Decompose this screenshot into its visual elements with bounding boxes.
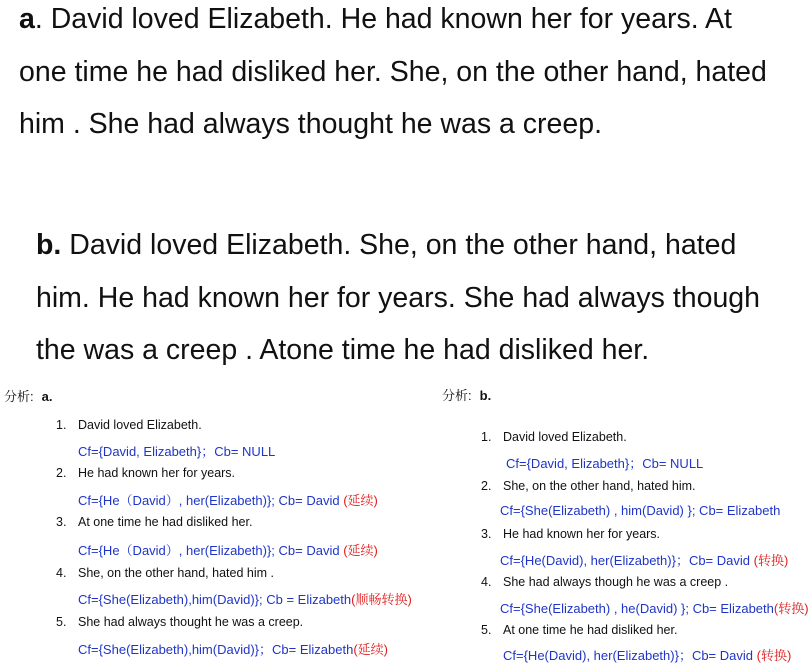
cf-text: Cf={She(Elizabeth) , him(David) }; Cb= Elizabeth (500, 503, 781, 518)
step-number: 1. (481, 430, 492, 444)
analysis-b-title: 分析: (442, 388, 472, 403)
step-number: 3. (481, 527, 492, 541)
cf-note: (转换) (773, 601, 809, 616)
analysis-b-step-5 (481, 623, 677, 637)
analysis-a-cf-3 (78, 540, 378, 559)
analysis-b-step-1 (481, 430, 627, 444)
analysis-a-label (4, 386, 52, 405)
step-number: 3. (56, 515, 67, 529)
paragraph-a-line-1 (19, 0, 767, 46)
paragraph-b-label: b. (36, 229, 62, 261)
step-number: 5. (56, 615, 67, 629)
paragraph-b-line-2: him. He had known her for years. She had always though (36, 281, 760, 314)
cf-note: (转换) (756, 648, 792, 663)
paragraph-a (19, 0, 767, 151)
analysis-a-cf-2 (78, 490, 378, 509)
analysis-a-cf-5 (78, 639, 388, 658)
analysis-a-step-5 (56, 615, 303, 629)
cf-text: Cf={He（David）, her(Elizabeth)}; Cb= David (78, 543, 344, 558)
step-number: 5. (481, 623, 492, 637)
cf-text: Cf={He（David）, her(Elizabeth)}; Cb= David (78, 493, 344, 508)
analysis-a-cf-1 (78, 441, 275, 460)
step-sentence: He had known her for years. (78, 466, 236, 480)
cf-text: Cf={She(Elizabeth),him(David)}; Cb = Elizabeth (78, 592, 352, 607)
cf-note: (延续) (343, 543, 378, 558)
cf-text: Cf={She(Elizabeth),him(David)}；Cb= Elizabeth (78, 642, 354, 657)
analysis-b-cf-2 (500, 503, 780, 518)
paragraph-b-line-1 (36, 219, 760, 272)
analysis-b-step-3 (481, 527, 660, 541)
analysis-b-label (442, 385, 491, 404)
cf-text: Cf={She(Elizabeth) , he(David) }; Cb= Elizabeth (500, 601, 774, 616)
analysis-a-step-2 (56, 466, 235, 480)
step-sentence: David loved Elizabeth. (78, 418, 202, 432)
step-number: 4. (481, 575, 492, 589)
cf-note: (顺畅转换) (351, 592, 412, 607)
paragraph-b-line-3: the was a creep . Atone time he had disliked her. (36, 334, 650, 366)
cf-note: (延续) (353, 642, 388, 657)
cf-note: (转换) (753, 553, 789, 568)
analysis-a-step-4 (56, 566, 274, 580)
analysis-a-cf-4 (78, 589, 412, 608)
step-sentence: She, on the other hand, hated him . (78, 566, 274, 580)
analysis-b-cf-4 (500, 598, 809, 617)
step-sentence: She had always though he was a creep . (503, 575, 729, 589)
paragraph-a-text-1: . David loved Elizabeth. He had known her for years. At (34, 3, 732, 35)
paragraph-a-line-3: him . She had always thought he was a creep. (19, 108, 603, 140)
analysis-a-step-1 (56, 418, 202, 432)
analysis-a-title: 分析: (4, 389, 34, 404)
step-number: 1. (56, 418, 67, 432)
step-sentence: She had always thought he was a creep. (78, 615, 304, 629)
paragraph-b-text-1: David loved Elizabeth. She, on the other hand, hated (61, 229, 737, 261)
cf-text: Cf={David, Elizabeth}；Cb= NULL (78, 444, 276, 459)
paragraph-a-label: a (19, 3, 35, 35)
step-sentence: He had known her for years. (503, 527, 661, 541)
step-number: 2. (481, 479, 492, 493)
paragraph-a-line-2: one time he had disliked her. She, on the other hand, hated (19, 55, 767, 88)
analysis-a-letter: a. (41, 389, 53, 404)
cf-note: (延续) (343, 493, 378, 508)
step-sentence: She, on the other hand, hated him. (503, 479, 696, 493)
step-sentence: David loved Elizabeth. (503, 430, 627, 444)
step-number: 4. (56, 566, 67, 580)
analysis-b-cf-3 (500, 550, 788, 569)
step-sentence: At one time he had disliked her. (503, 623, 678, 637)
analysis-b-letter: b. (479, 388, 492, 403)
analysis-b-cf-5 (503, 645, 791, 664)
cf-text: Cf={David, Elizabeth}；Cb= NULL (506, 456, 704, 471)
step-sentence: At one time he had disliked her. (78, 515, 253, 529)
analysis-b-cf-1 (506, 453, 703, 472)
analysis-b-step-4 (481, 575, 728, 589)
step-number: 2. (56, 466, 67, 480)
paragraph-b (36, 219, 760, 377)
analysis-b-step-2 (481, 479, 696, 493)
cf-text: Cf={He(David), her(Elizabeth)}；Cb= David (500, 553, 754, 568)
analysis-a-step-3 (56, 515, 252, 529)
cf-text: Cf={He(David), her(Elizabeth)}；Cb= David (503, 648, 757, 663)
